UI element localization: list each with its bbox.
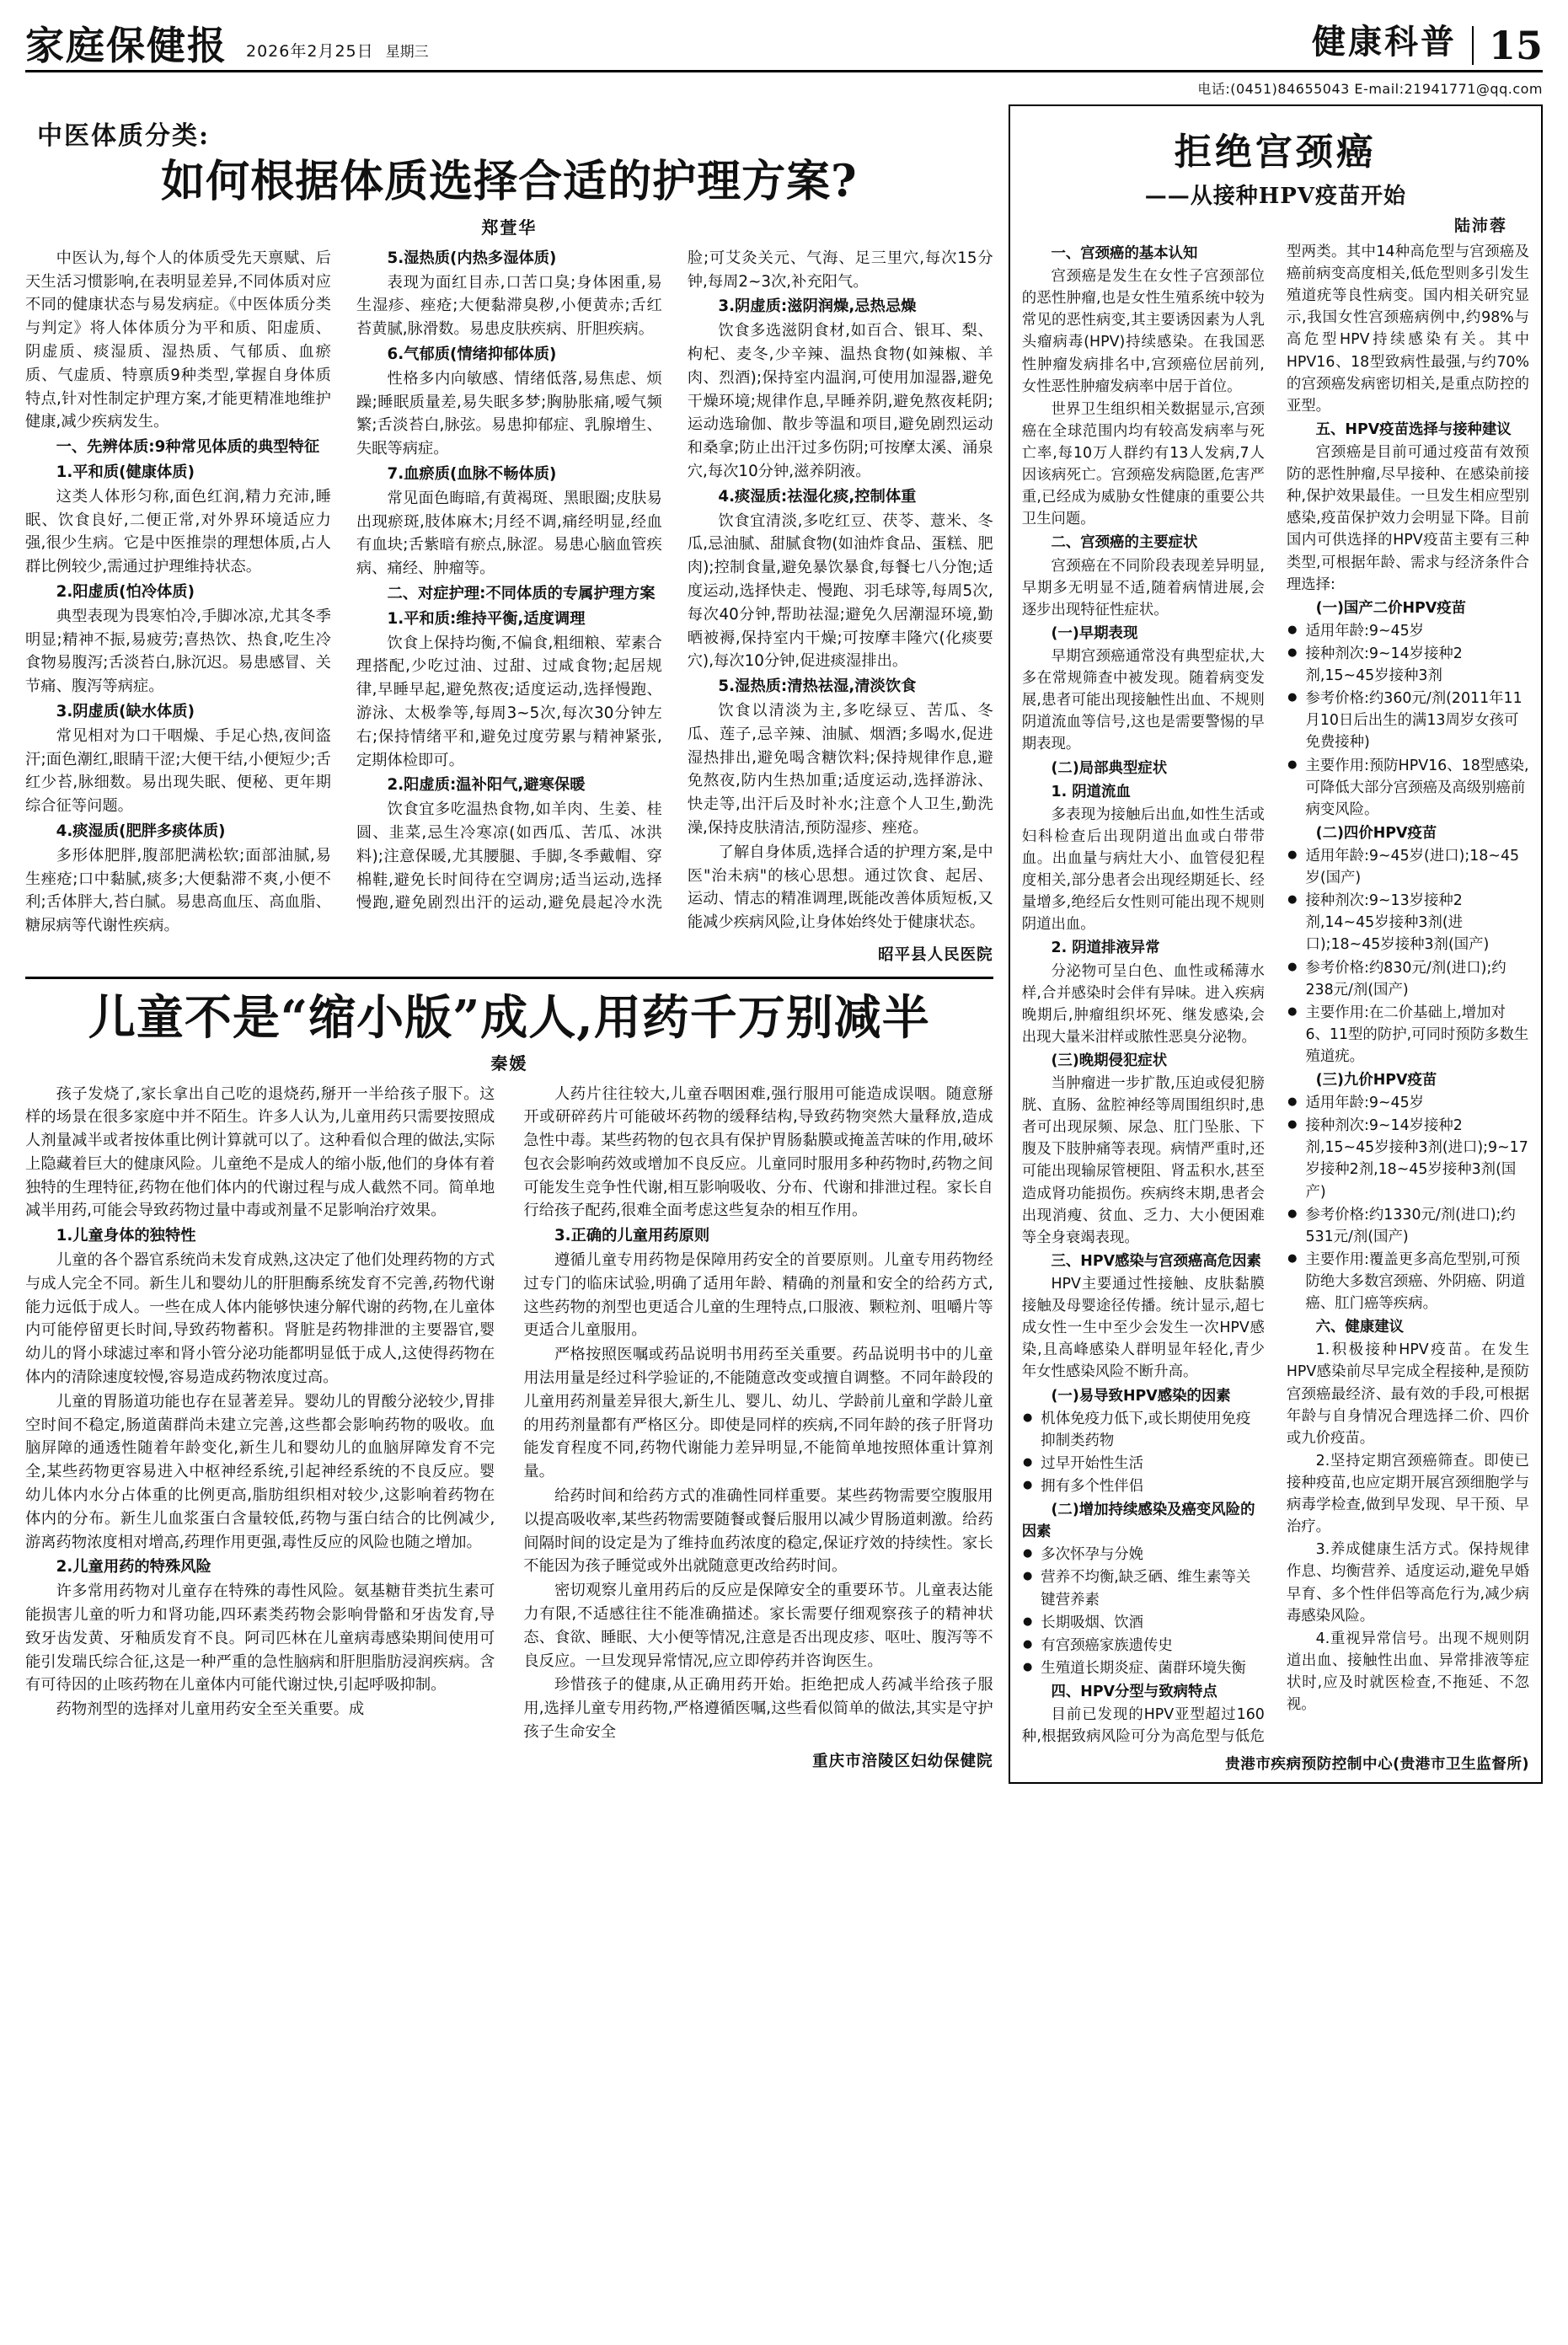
article1-paragraph: 二、对症护理:不同体质的专属护理方案: [387, 584, 656, 602]
article2-paragraph: 密切观察儿童用药后的反应是保障安全的重要环节。儿童表达能力有限,不适感往往不能准确描述。家长需要仔细观察孩子的精神状态、食欲、睡眠、大小便等情况,注意是否出现皮疹、呕吐、腹泻等不良反应。一旦发现异常情况,应立即停药并咨询医生。: [523, 1582, 993, 1670]
article2-body: [25, 1083, 993, 1744]
article1-body: [25, 247, 993, 938]
article3-paragraph: (三)九价HPV疫苗: [1315, 1072, 1437, 1090]
article3-paragraph: 五、HPV疫苗选择与接种建议: [1315, 420, 1512, 438]
article3-paragraph: 六、健康建议: [1315, 1319, 1404, 1336]
article3-paragraph: ● 参考价格:约1330元/剂(进口);约531元/剂(国产): [1287, 1204, 1529, 1248]
article2-paragraph: 珍惜孩子的健康,从正确用药开始。拒绝把成人药减半给孩子服用,选择儿童专用药物,严格遵循医嘱,这些看似简单的做法,其实是守护孩子生命安全: [523, 1676, 993, 1742]
article1-paragraph: 饮食宜多吃温热食物,如羊肉、生姜、桂圆、韭菜,忌生冷寒凉(如西瓜、苦瓜、冰洪料);注意保暖,尤其腰腿、手脚,冬季戴帽、穿棉鞋,避免长时间待在空调房;适当运动,选择慢跑,避免剧烈出汗的运动,避免晨起冷水洗脸;可艾灸关元、气海、足三里穴,每次15分钟,每周2~3次,补充阳气。: [356, 249, 993, 913]
article3-paragraph: ● 多次怀孕与分娩: [1022, 1544, 1265, 1566]
article3-paragraph: 2. 阴道排液异常: [1051, 940, 1160, 957]
article3-subhead: ——从接种HPV疫苗开始: [1144, 184, 1406, 209]
article3-paragraph: 宫颈癌在不同阶段表现差异明显,早期多无明显不适,随着病情进展,会逐步出现特征性症状。: [1021, 557, 1265, 618]
article3-paragraph: 多表现为接触后出血,如性生活或妇科检查后出现阴道出血或白带带血。出血量与病灶大小、血管侵犯程度相关,部分患者会出现经期延长、经量增多,绝经后女性则可能出现不规则阴道出血。: [1021, 806, 1265, 934]
article2-signature: 重庆市涪陵区妇幼保健院: [812, 1752, 993, 1770]
article2-headline: 儿童不是“缩小版”成人,用药千万别减半: [88, 989, 930, 1046]
article1-paragraph: 多形体肥胖,腹部肥满松软;面部油腻,易生痤疮;口中黏腻,痰多;大便黏滞不爽,小便不利;舌体胖大,苔白腻。易患高血压、高血脂、糖尿病等代谢性疾病。: [25, 846, 331, 935]
article1-paragraph: 1.平和质(健康体质): [56, 463, 195, 481]
article2-paragraph: 2.儿童用药的特殊风险: [56, 1558, 211, 1577]
article3-paragraph: HPV主要通过性接触、皮肤黏膜接触及母婴途径传播。统计显示,超七成女性一生中至少会发生一次HPV感染,且高峰感染人群明显年轻化,青少年女性感染风险不断升高。: [1021, 1276, 1265, 1381]
article2-paragraph: 1.儿童身体的独特性: [56, 1227, 196, 1245]
article3-paragraph: (二)增加持续感染及癌变风险的因素: [1021, 1502, 1255, 1541]
article3-paragraph: (一)早期表现: [1051, 624, 1138, 642]
article1-paragraph: 中医认为,每个人的体质受先天禀赋、后天生活习惯影响,在表明显差异,不同体质对应不同的健康状态与易发病症。《中医体质分类与判定》将人体体质分为平和质、阳虚质、阴虚质、痰湿质、湿热质、气郁质、血瘀质、气虚质、特禀质9种类型,掌握自身体质特点,针对性制定护理方案,才能更精准地维护健康,减少疾病发生。: [25, 249, 331, 431]
article3-paragraph: ● 拥有多个性伴侣: [1022, 1475, 1265, 1497]
article3-paragraph: 三、HPV感染与宫颈癌高危因素: [1051, 1252, 1261, 1270]
article3-paragraph: (二)四价HPV疫苗: [1315, 824, 1437, 842]
article1-paragraph: 5.湿热质(内热多湿体质): [387, 249, 557, 267]
article2-byline: 秦媛: [490, 1052, 528, 1073]
article1-paragraph: 常见面色晦暗,有黄褐斑、黑眼圈;皮肤易出现瘀斑,肢体麻木;月经不调,痛经明显,经血有血块;舌紫暗有瘀点,脉涩。易患心脑血管疾病、痛经、肿瘤等。: [356, 489, 662, 578]
article1-paragraph: 3.阴虚质:滋阴润燥,忌热忌燥: [718, 297, 917, 316]
left-column-zone: [25, 106, 1009, 1784]
article1-paragraph: 5.湿热质:清热祛湿,清淡饮食: [718, 677, 917, 696]
article3-paragraph: ● 过早开始性生活: [1022, 1453, 1265, 1475]
article2-paragraph: 严格按照医嘱或药品说明书用药至关重要。药品说明书中的儿童用法用量是经过科学验证的,不能随意改变或擅自调整。不同年龄段的儿童用药剂量差异很大,新生儿、婴儿、幼儿、学龄前儿童和学龄儿童的用药剂量都有严格区分。即使是同样的疾病,不同年龄的孩子肝肾功能发育程度不同,药物代谢能力差异明显,不能简单地按照体重计算剂量。: [523, 1346, 993, 1481]
article3-paragraph: 当肿瘤进一步扩散,压迫或侵犯膀胱、直肠、盆腔神经等周围组织时,患者可出现尿频、尿急、肛门坠胀、下腹及下肢肿痛等表现。病情严重时,还可能出现输尿管梗阻、肾盂积水,甚至造成肾功能损伤。疾病终末期,患者会出现消瘦、贫血、乏力、大小便困难等全身衰竭表现。: [1021, 1075, 1265, 1246]
article3-paragraph: 4.重视异常信号。出现不规则阴道出血、接触性出血、异常排液等症状时,应及时就医检查,不拖延、不忽视。: [1286, 1630, 1529, 1714]
issue-weekday: 星期三: [385, 44, 429, 61]
article3-signature: 贵港市疾病预防控制中心(贵港市卫生监督所): [1225, 1756, 1529, 1774]
article2-paragraph: 药物剂型的选择对儿童用药安全至关重要。成: [56, 1700, 365, 1719]
article1-paragraph: 7.血瘀质(血脉不畅体质): [387, 464, 557, 483]
article1-paragraph: 一、先辨体质:9种常见体质的典型特征: [56, 438, 320, 457]
article2-paragraph: 人药片往往较大,儿童吞咽困难,强行服用可能造成误咽。随意掰开或研碎药片可能破坏药物的缓释结构,导致药物突然大量释放,造成急性中毒。某些药物的包衣具有保护胃肠黏膜或掩盖苦味的作用,破坏包衣会影响药效或增加不良反应。儿童同时服用多种药物时,药物之间可能发生竞争性代谢,相互影响吸收、分布、代谢和排泄过程。家长自行给孩子配药,很难全面考虑这些复杂的相互作用。: [523, 1084, 993, 1220]
article3-body: [1022, 241, 1529, 1748]
article1-byline: 郑萱华: [481, 217, 538, 238]
article3-paragraph: 早期宫颈癌通常没有典型症状,大多在常规筛查中被发现。随着病变发展,患者可能出现接触性出血、不规则阴道流血等信号,这也是需要警惕的早期表现。: [1021, 647, 1265, 753]
contact-info: 电话:(0451)84655043 E-mail:21941771@qq.com: [1197, 81, 1543, 97]
article3-paragraph: ● 主要作用:在二价基础上,增加对6、11型的防护,可同时预防多数生殖道疣。: [1287, 1002, 1529, 1068]
article3-paragraph: (一)国产二价HPV疫苗: [1315, 599, 1467, 617]
article3-paragraph: 目前已发现的HPV亚型超过160种,根据致病风险可分为高危型与低危型两类。其中14种高危型与宫颈癌及癌前病变高度相关,低危型则多引发生殖道疣等良性病变。国内相关研究显示,我国女性宫颈癌病例中,约98%与高危型HPV持续感染有关。其中HPV16、18型致病性最强,与约70%的宫颈癌发病密切相关,是重点防控的亚型。: [1021, 244, 1529, 1746]
article3-paragraph: ● 参考价格:约360元/剂(2011年11月10日后出生的满13周岁女孩可免费接种): [1287, 688, 1529, 753]
article3-paragraph: 四、HPV分型与致病特点: [1051, 1684, 1217, 1700]
article-children-medication: [25, 989, 993, 1771]
article1-paragraph: 6.气郁质(情绪抑郁体质): [387, 345, 557, 363]
article3-paragraph: ● 生殖道长期炎症、菌群环境失衡: [1022, 1657, 1265, 1679]
article3-paragraph: ● 营养不均衡,缺乏硒、维生素等关键营养素: [1022, 1566, 1265, 1610]
article1-paragraph: 这类人体形匀称,面色红润,精力充沛,睡眠、饮食良好,二便正常,对外界环境适应力强,很少生病。它是中医推崇的理想体质,占人群比例较少,需通过护理维持状态。: [25, 487, 331, 576]
article2-paragraph: 给药时间和给药方式的准确性同样重要。某些药物需要空腹服用以提高吸收率,某些药物需要随餐或餐后服用以减少胃肠道刺激。给药间隔时间的设定是为了维持血药浓度的稳定,保证疗效的持续性。家长不能因为孩子睡觉或外出就随意更改给药时间。: [523, 1487, 993, 1576]
page-number: 15: [1472, 26, 1543, 65]
article3-paragraph: 2.坚持定期宫颈癌筛查。即使已接种疫苗,也应定期开展宫颈细胞学与病毒学检查,做到早发现、早干预、早治疗。: [1286, 1452, 1529, 1536]
article3-paragraph: 1. 阴道流血: [1051, 783, 1131, 800]
article3-paragraph: ● 适用年龄:9~45岁: [1287, 1092, 1529, 1114]
article3-paragraph: 二、宫颈癌的主要症状: [1051, 534, 1198, 552]
article-divider: [25, 977, 993, 979]
issue-date: 2026年2月25日: [246, 42, 374, 61]
article1-paragraph: 2.阳虚质(怕冷体质): [56, 582, 195, 601]
article1-paragraph: 表现为面红目赤,口苦口臭;身体困重,易生湿疹、痤疮;大便黏滞臭秽,小便黄赤;舌红苔黄腻,脉滑数。易患皮肤疾病、肝胆疾病。: [356, 273, 662, 339]
article2-paragraph: 3.正确的儿童用药原则: [554, 1227, 710, 1245]
article3-paragraph: ● 接种剂次:9~14岁接种2剂,15~45岁接种3剂(进口);9~17岁接种2剂,18~45岁接种3剂(国产): [1287, 1115, 1529, 1202]
article1-kicker: 中医体质分类:: [37, 121, 211, 151]
article2-paragraph: 儿童的各个器官系统尚未发育成熟,这决定了他们处理药物的方式与成人完全不同。新生儿和婴幼儿的肝胆酶系统发育不完善,药物代谢能力远低于成人。一些在成人体内能够快速分解代谢的药物,在儿童体内可能停留更长时间,导致药物蓄积。肾脏是药物排泄的主要器官,婴幼儿的肾小球滤过率和肾小管分泌功能都明显低于成人,这使得药物在体内的清除速度较慢,容易造成药物浓度过高。: [25, 1251, 495, 1387]
article1-paragraph: 饮食宜清淡,多吃红豆、茯苓、薏米、冬瓜,忌油腻、甜腻食物(如油炸食品、蛋糕、肥肉);控制食量,避免暴饮暴食,每餐七八分饱;适度运动,选择快走、慢跑、羽毛球等,每周5次,每次40分钟,帮助祛湿;避免久居潮湿环境,勤晒被褥,保持室内干燥;可按摩丰隆穴(化痰要穴),每次10分钟,促进痰湿排出。: [687, 511, 993, 671]
article1-paragraph: 1.平和质:维持平衡,适度调理: [387, 609, 586, 628]
article3-paragraph: ● 主要作用:覆盖更多高危型别,可预防绝大多数宫颈癌、外阴癌、阴道癌、肛门癌等疾病。: [1287, 1249, 1529, 1314]
article3-paragraph: 宫颈癌是发生在女性子宫颈部位的恶性肿瘤,也是女性生殖系统中较为常见的恶性病变,其主要诱因素为人乳头瘤病毒(HPV)持续感染。在我国恶性肿瘤发病排名中,宫颈癌位居前列,女性恶性肿瘤发病率中居于首位。: [1021, 268, 1265, 395]
article2-paragraph: 许多常用药物对儿童存在特殊的毒性风险。氨基糖苷类抗生素可能损害儿童的听力和肾功能,四环素类药物会影响骨骼和牙齿发育,导致牙齿发黄、牙釉质发育不良。阿司匹林在儿童病毒感染期间使用可能引发瑞氏综合征,这是一种严重的急性脑病和肝胆脂肪浸润疾病。含有可待因的止咳药物在儿童体内可能代谢过快,引起呼吸抑制。: [25, 1582, 495, 1695]
article3-paragraph: (一)易导致HPV感染的因素: [1051, 1387, 1231, 1405]
article3-paragraph: ● 适用年龄:9~45岁(进口);18~45岁(国产): [1287, 845, 1529, 889]
article3-paragraph: 1.积极接种HPV疫苗。在发生HPV感染前尽早完成全程接种,是预防宫颈癌最经济、最有效的手段,可根据年龄与自身情况合理选择二价、四价或九价疫苗。: [1286, 1341, 1529, 1447]
masthead: [25, 15, 1543, 72]
article3-paragraph: 分泌物可呈白色、血性或稀薄水样,合并感染时会伴有异味。进入疾病晚期后,肿瘤组织坏死、继发感染,会出现大量米泔样或脓性恶臭分泌物。: [1021, 962, 1265, 1046]
article1-paragraph: 4.痰湿质:祛湿化痰,控制体重: [718, 487, 917, 506]
paper-name: 家庭保健报: [25, 23, 227, 68]
article-cervical-cancer-box: [1009, 104, 1543, 1784]
article2-paragraph: 孩子发烧了,家长拿出自己吃的退烧药,掰开一半给孩子服下。这样的场景在很多家庭中并不陌生。许多人认为,儿童用药只需要按照成人剂量减半或者按体重比例计算就可以了。这种看似合理的做法,实际上隐藏着巨大的健康风险。儿童绝不是成人的缩小版,他们的身体有着独特的生理特征,药物在他们体内的代谢过程与成人截然不同。简单地减半用药,可能会导致药物过量中毒或剂量不足影响治疗效果。: [25, 1084, 495, 1220]
article3-paragraph: 宫颈癌是目前可通过疫苗有效预防的恶性肿瘤,尽早接种、在感染前接种,保护效果最佳。一旦发生相应型别感染,疫苗保护效力会明显下降。目前国内可供选择的HPV疫苗主要有三种类型,可根据年龄、需求与经济条件合理选择:: [1286, 443, 1529, 593]
article3-paragraph: ● 参考价格:约830元/剂(进口);约238元/剂(国产): [1287, 957, 1529, 1001]
article3-paragraph: ● 长期吸烟、饮酒: [1022, 1612, 1265, 1634]
article3-paragraph: 3.养成健康生活方式。保持规律作息、均衡营养、适度运动,避免早婚早育、多个性伴侣等高危行为,减少病毒感染风险。: [1286, 1541, 1529, 1625]
section-title: 健康科普: [1311, 22, 1457, 62]
article3-paragraph: ● 主要作用:预防HPV16、18型感染,可降低大部分宫颈癌及高级别癌前病变风险。: [1287, 755, 1529, 821]
article1-paragraph: 了解自身体质,选择合适的护理方案,是中医"治未病"的核心思想。通过饮食、起居、运动、情志的精准调理,既能改善体质短板,又能减少疾病风险,让身体始终处于健康状态。: [687, 843, 993, 932]
article-tcm-constitution: [25, 115, 993, 965]
article1-headline: 如何根据体质选择合适的护理方案?: [161, 156, 858, 207]
article1-paragraph: 典型表现为畏寒怕冷,手脚冰凉,尤其冬季明显;精神不振,易疲劳;喜热饮、热食,吃生冷食物易腹泻;舌淡苔白,脉沉迟。易患感冒、关节痛、腹泻等病症。: [25, 607, 331, 696]
article1-paragraph: 饮食以清淡为主,多吃绿豆、苦瓜、冬瓜、莲子,忌辛辣、油腻、烟酒;多喝水,促进湿热排出,避免喝含糖饮料;保持规律作息,避免熬夜,防内生热加重;适度运动,选择游泳、快走等,出汗后及时补水;注意个人卫生,勤洗澡,保持皮肤清洁,预防湿疹、痤疮。: [687, 701, 993, 837]
article3-headline: 拒绝宫颈癌: [1174, 131, 1377, 174]
article3-paragraph: (二)局部典型症状: [1051, 759, 1168, 777]
article3-paragraph: ● 接种剂次:9~14岁接种2剂,15~45岁接种3剂: [1287, 643, 1529, 687]
article2-paragraph: 儿童的胃肠道功能也存在显著差异。婴幼儿的胃酸分泌较少,胃排空时间不稳定,肠道菌群尚未建立完善,这些都会影响药物的吸收。血脑屏障的通透性随着年龄变化,新生儿和婴幼儿的血脑屏障发育不完全,某些药物更容易进入中枢神经系统,引起神经系统的不良反应。婴幼儿体内水分占体重的比例更高,脂肪组织相对较少,这影响着药物在体内的分布。新生儿血浆蛋白含量较低,药物与蛋白结合的比例减少,游离药物浓度相对增高,药理作用更强,毒性反应的风险也随之增加。: [25, 1392, 495, 1551]
article3-byline: 陆沛蓉: [1453, 217, 1507, 235]
article3-paragraph: ● 接种剂次:9~13岁接种2剂,14~45岁接种3剂(进口);18~45岁接种3剂(国产): [1287, 890, 1529, 956]
article1-paragraph: 4.痰湿质(肥胖多痰体质): [56, 822, 226, 840]
article3-paragraph: 一、宫颈癌的基本认知: [1051, 245, 1198, 262]
article1-paragraph: 性格多内向敏感、情绪低落,易焦虑、烦躁;睡眠质量差,易失眠多梦;胸胁胀痛,嗳气频繁;舌淡苔白,脉弦。易患抑郁症、乳腺增生、失眠等病症。: [356, 369, 662, 458]
article3-paragraph: ● 适用年龄:9~45岁: [1287, 620, 1529, 642]
article1-paragraph: 3.阴虚质(缺水体质): [56, 702, 195, 720]
article3-paragraph: ● 机体免疫力低下,或长期使用免疫抑制类药物: [1022, 1408, 1265, 1452]
article2-paragraph: 遵循儿童专用药物是保障用药安全的首要原则。儿童专用药物经过专门的临床试验,明确了适用年龄、精确的剂量和安全的给药方式,这些药物的剂型也更适合儿童的生理特点,口服液、颗粒剂、咀嚼片等更适合儿童服用。: [523, 1251, 993, 1340]
article3-paragraph: ● 有宫颈癌家族遗传史: [1022, 1635, 1265, 1657]
article3-paragraph: (三)晚期侵犯症状: [1051, 1052, 1168, 1069]
article1-paragraph: 常见相对为口干咽燥、手足心热,夜间盗汗;面色潮红,眼睛干涩;大便干结,小便短少;舌红少苔,脉细数。易出现失眠、便秘、更年期综合征等问题。: [25, 726, 331, 816]
article1-signature: 昭平县人民医院: [878, 945, 993, 964]
page-body: [25, 106, 1543, 1784]
article1-paragraph: 饮食上保持均衡,不偏食,粗细粮、荤素合理搭配,少吃过油、过甜、过咸食物;起居规律,早睡早起,避免熬夜;适度运动,选择慢跑、游泳、太极拳等,每周3~5次,每次30分钟左右;保持情绪平和,避免过度劳累与精神紧张,定期体检即可。: [356, 634, 662, 769]
article1-paragraph: 2.阳虚质:温补阳气,避寒保暖: [387, 776, 586, 795]
article1-paragraph: 饮食多选滋阴食材,如百合、银耳、梨、枸杞、麦冬,少辛辣、温热食物(如辣椒、羊肉、烈酒);保持室内温润,可使用加湿器,避免干燥环境;规律作息,早睡养阴,避免熬夜耗阴;运动选瑜伽、散步等温和项目,避免剧烈运动和桑拿;防止出汗过多伤阴;可按摩太溪、涌泉穴,每次10分钟,滋养阴液。: [687, 322, 993, 480]
article3-paragraph: 世界卫生组织相关数据显示,宫颈癌在全球范围内均有较高发病率与死亡率,每10万人群约有13人发病,7人因该病死亡。宫颈癌发病隐匿,危害严重,已经成为威胁女性健康的重要公共卫生问题。: [1021, 400, 1265, 528]
